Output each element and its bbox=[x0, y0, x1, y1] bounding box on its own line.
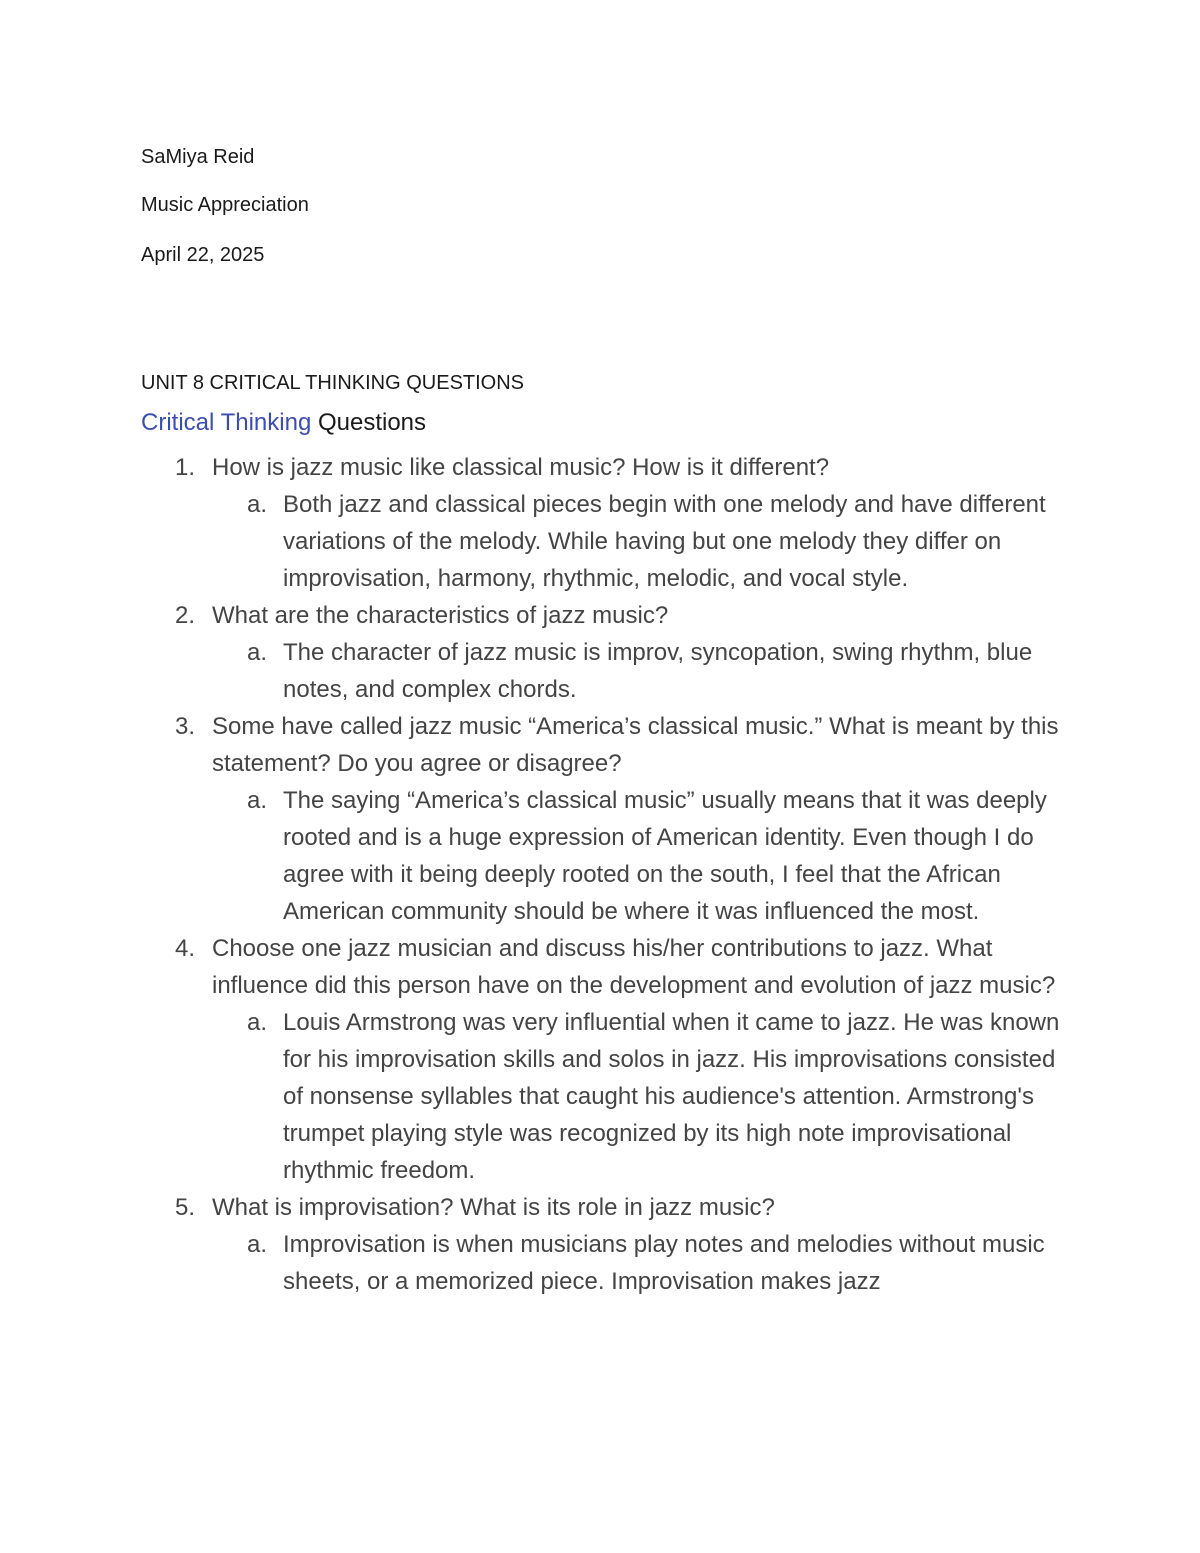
question-item bbox=[175, 597, 1062, 634]
question-item bbox=[175, 708, 1062, 782]
section-heading bbox=[141, 407, 426, 439]
section-heading-accent: Critical Thinking bbox=[141, 409, 312, 436]
question-list bbox=[0, 449, 1200, 1300]
section-heading-rest: Questions bbox=[311, 409, 427, 436]
answer-letter: a. bbox=[247, 1231, 268, 1258]
document-date: April 22, 2025 bbox=[141, 244, 265, 266]
answer-letter: a. bbox=[247, 1009, 268, 1036]
answer-text: Both jazz and classical pieces begin with one melody and have different variations of the melody. While having but one melody they differ on improvisation, harmony, rhythmic, melodic, and vocal style. bbox=[283, 491, 1046, 592]
answer-item bbox=[247, 634, 1073, 708]
answer-item bbox=[247, 782, 1073, 930]
answer-letter: a. bbox=[247, 787, 268, 814]
question-text: What is improvisation? What is its role in jazz music? bbox=[212, 1194, 775, 1221]
answer-text: Louis Armstrong was very influential when it came to jazz. He was known for his improvisation skills and solos in jazz. His improvisations consisted of nonsense syllables that caught his audience's attention. Armstrong's trumpet playing style was recognized by its high note improvisational rhythmic freedom. bbox=[283, 1009, 1060, 1184]
answer-text: Improvisation is when musicians play notes and melodies without music sheets, or a memorized piece. Improvisation makes jazz bbox=[283, 1231, 1045, 1295]
question-number: 5. bbox=[175, 1194, 196, 1221]
question-number: 4. bbox=[175, 935, 196, 962]
unit-title: UNIT 8 CRITICAL THINKING QUESTIONS bbox=[141, 372, 525, 394]
answer-letter: a. bbox=[247, 639, 268, 666]
answer-text: The character of jazz music is improv, syncopation, swing rhythm, blue notes, and complex chords. bbox=[283, 639, 1033, 703]
question-text: Choose one jazz musician and discuss his/her contributions to jazz. What influence did this person have on the development and evolution of jazz music? bbox=[212, 935, 1056, 999]
student-name: SaMiya Reid bbox=[141, 146, 255, 168]
answer-item bbox=[247, 486, 1073, 597]
answer-letter: a. bbox=[247, 491, 268, 518]
question-number: 3. bbox=[175, 713, 196, 740]
answer-item bbox=[247, 1226, 1073, 1300]
answer-text: The saying “America’s classical music” usually means that it was deeply rooted and is a huge expression of American identity. Even though I do agree with it being deeply rooted on the south, I feel that the African American community should be where it was influenced the most. bbox=[283, 787, 1047, 925]
question-text: What are the characteristics of jazz music? bbox=[212, 602, 669, 629]
question-item bbox=[175, 1189, 1062, 1226]
question-text: Some have called jazz music “America’s classical music.” What is meant by this statement? Do you agree or disagree? bbox=[212, 713, 1059, 777]
question-item bbox=[175, 930, 1062, 1004]
question-number: 1. bbox=[175, 454, 196, 481]
question-item bbox=[175, 449, 1062, 486]
question-number: 2. bbox=[175, 602, 196, 629]
question-text: How is jazz music like classical music? How is it different? bbox=[212, 454, 830, 481]
course-name: Music Appreciation bbox=[141, 194, 309, 216]
answer-item bbox=[247, 1004, 1073, 1189]
